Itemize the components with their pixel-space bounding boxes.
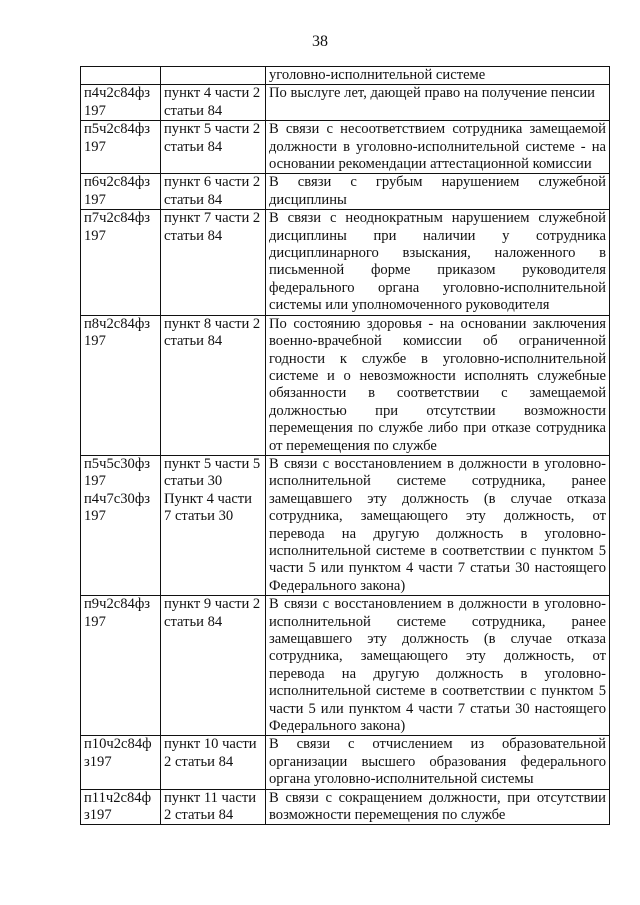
article-cell: пункт 6 части 2 статьи 84 xyxy=(161,174,266,210)
description-cell: В связи с сокращением должности, при отсутствии возможности перемещения по службе xyxy=(266,789,610,825)
description-cell: В связи с неоднократным нарушением служебной дисциплины при наличии у сотрудника дисциплинарного взыскания, наложенного в письменной форме приказом руководителя федерального органа уголовно-исполнительной системы или уполномоченного руководителя xyxy=(266,210,610,315)
table-row xyxy=(81,736,610,789)
code-cell: п11ч2с84ф з197 xyxy=(81,789,161,825)
description-cell: В связи с грубым нарушением служебной дисциплины xyxy=(266,174,610,210)
table-row xyxy=(81,789,610,825)
code-cell: п6ч2с84фз 197 xyxy=(81,174,161,210)
code-cell: п8ч2с84фз 197 xyxy=(81,315,161,455)
table-row xyxy=(81,596,610,736)
table-row xyxy=(81,210,610,315)
code-cell: п9ч2с84фз 197 xyxy=(81,596,161,736)
code-cell xyxy=(81,67,161,85)
article-cell: пункт 8 части 2 статьи 84 xyxy=(161,315,266,455)
article-cell: пункт 11 части 2 статьи 84 xyxy=(161,789,266,825)
code-cell: п5ч2с84фз 197 xyxy=(81,121,161,174)
article-cell: пункт 5 части 2 статьи 84 xyxy=(161,121,266,174)
description-cell: В связи с несоответствием сотрудника замещаемой должности в уголовно-исполнительной системе - на основании рекомендации аттестационной комиссии xyxy=(266,121,610,174)
description-cell: уголовно-исполнительной системе xyxy=(266,67,610,85)
description-cell: По состоянию здоровья - на основании заключения военно-врачебной комиссии об ограниченной годности к службе в уголовно-исполнительной системе и о невозможности исполнять служебные обязанности в соответствии с замещаемой должностью при отсутствии возможности перемещения по службе либо при отказе сотрудника от перемещения по службе xyxy=(266,315,610,455)
page-number: 38 xyxy=(312,33,328,50)
description-cell: В связи с восстановлением в должности в уголовно-исполнительной системе сотрудника, ранее замещавшего эту должность (в случае отказа сотрудника, замещающего эту должность, от перевода на другую должность в уголовно-исполнительной системе в соответствии с пунктом 5 части 5 или пунктом 4 части 7 статьи 30 настоящего Федерального закона) xyxy=(266,596,610,736)
article-cell: пункт 4 части 2 статьи 84 xyxy=(161,85,266,121)
table-row xyxy=(81,67,610,85)
description-cell: По выслуге лет, дающей право на получение пенсии xyxy=(266,85,610,121)
table-row xyxy=(81,174,610,210)
table-row xyxy=(81,121,610,174)
table-row xyxy=(81,455,610,595)
article-cell: пункт 9 части 2 статьи 84 xyxy=(161,596,266,736)
code-cell: п5ч5с30фз 197 п4ч7с30фз 197 xyxy=(81,455,161,595)
article-cell: пункт 10 части 2 статьи 84 xyxy=(161,736,266,789)
dismissal-grounds-table xyxy=(80,66,610,825)
article-cell: пункт 5 части 5 статьи 30 Пункт 4 части 7 статьи 30 xyxy=(161,455,266,595)
description-cell: В связи с отчислением из образовательной организации высшего образования федерального органа уголовно-исполнительной системы xyxy=(266,736,610,789)
article-cell xyxy=(161,67,266,85)
article-cell: пункт 7 части 2 статьи 84 xyxy=(161,210,266,315)
code-cell: п7ч2с84фз 197 xyxy=(81,210,161,315)
table-row xyxy=(81,315,610,455)
table-row xyxy=(81,85,610,121)
code-cell: п10ч2с84ф з197 xyxy=(81,736,161,789)
description-cell: В связи с восстановлением в должности в уголовно-исполнительной системе сотрудника, ранее замещавшего эту должность (в случае отказа сотрудника, замещающего эту должность, от перевода на другую должность в уголовно-исполнительной системе в соответствии с пунктом 5 части 5 или пунктом 4 части 7 статьи 30 настоящего Федерального закона) xyxy=(266,455,610,595)
table-body xyxy=(81,67,610,825)
code-cell: п4ч2с84фз 197 xyxy=(81,85,161,121)
